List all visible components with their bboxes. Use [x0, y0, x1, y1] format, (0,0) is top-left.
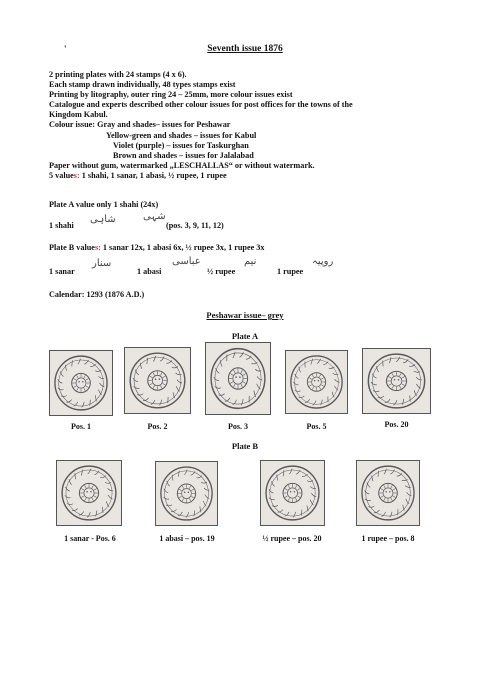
center-face [76, 378, 86, 388]
script-stroke [365, 499, 371, 501]
script-stroke [201, 482, 207, 483]
sun-ray [86, 386, 89, 388]
script-stroke [283, 470, 284, 476]
script-stroke [233, 352, 235, 358]
calendar-line: Calendar: 1293 (1876 A.D.) [49, 290, 145, 299]
sun-ray [191, 496, 194, 498]
sun-ray [380, 496, 383, 498]
sun-ray [160, 386, 162, 389]
script-stroke [60, 371, 63, 376]
sun-ray [73, 386, 76, 388]
stamp-design [357, 461, 419, 525]
plate-a-heading: Plate A [231, 331, 259, 341]
script-stroke [285, 512, 289, 516]
sun-ray [179, 489, 182, 491]
sun-ray [309, 378, 312, 380]
sun-ray [402, 384, 405, 386]
value-sanar: 1 sanar [49, 267, 75, 276]
script-stroke [302, 474, 308, 476]
script-stroke [335, 379, 340, 382]
face-eye [184, 491, 185, 493]
sun-ray [321, 385, 324, 387]
intro-line: Paper without gum, watermarked „LESCHALLAS“ or without watermark. [49, 160, 315, 170]
sun-ray [153, 373, 155, 376]
center-face [84, 488, 94, 498]
stamp-design [286, 351, 347, 413]
sun-ray [312, 374, 314, 377]
sun-ray [391, 485, 393, 488]
face-eye [239, 376, 241, 378]
script-sanar: سنار [92, 258, 112, 269]
intro-line: Catalogue and experts described other colour issues for post offices for the towns of the [49, 100, 353, 110]
script-stroke [397, 473, 402, 476]
sun-ray [321, 378, 324, 380]
script-stroke [225, 398, 230, 401]
sun-ray [85, 498, 87, 501]
sun-ray [295, 498, 297, 501]
sun-ray [85, 485, 87, 488]
sun-ray [153, 386, 155, 389]
value-half-rupee: ½ rupee [207, 267, 236, 276]
script-stroke [320, 400, 322, 406]
script-stroke [79, 511, 84, 515]
script-stroke [289, 469, 292, 474]
script-stroke [87, 512, 90, 517]
sun-ray [393, 496, 396, 498]
sun-ray [81, 496, 84, 498]
script-stroke [323, 362, 328, 365]
script-stroke [405, 486, 411, 488]
script-stroke [402, 399, 404, 405]
script-stroke [184, 470, 187, 475]
caption-abasi: 1 abasi – pos. 19 [159, 534, 215, 543]
sun-ray [234, 384, 236, 387]
script-stroke [414, 371, 420, 372]
caption-pos-1: Pos. 1 [71, 422, 91, 431]
inner-ring [270, 470, 315, 516]
stamp-half-rupee-pos-20 [260, 460, 325, 526]
script-stroke [310, 487, 316, 489]
script-stroke [166, 505, 172, 506]
script-stroke [164, 497, 169, 499]
face-eye [86, 491, 88, 493]
outer-ring [362, 466, 414, 520]
outer-ring [62, 466, 116, 520]
sun-ray [309, 385, 312, 387]
stamp-pos-20 [362, 348, 431, 414]
sun-ray [288, 498, 290, 501]
script-rupee: روپیہ [312, 256, 334, 267]
sun-ray [384, 485, 386, 488]
stamp-design [206, 343, 270, 414]
sun-ray [191, 489, 194, 491]
script-stroke [390, 512, 392, 518]
script-stroke [106, 501, 109, 506]
script-stroke [98, 390, 101, 395]
outer-ring [130, 353, 185, 408]
face-eye [188, 491, 189, 493]
script-stroke [61, 395, 67, 396]
sun-ray [150, 383, 153, 385]
sun-ray [297, 489, 300, 491]
caption-pos-20: Pos. 20 [384, 420, 409, 429]
script-stroke [393, 400, 397, 405]
sun-ray [189, 498, 191, 501]
sun-ray [400, 373, 402, 376]
script-shahi-2: شہی [143, 211, 166, 222]
script-stroke [272, 481, 275, 486]
script-stroke [407, 492, 412, 495]
script-stroke [133, 378, 138, 381]
script-stroke [134, 387, 140, 389]
sun-ray [380, 489, 383, 491]
plate-b-heading: Plate B [231, 441, 259, 451]
sun-ray [182, 486, 184, 489]
sun-ray [243, 374, 246, 376]
script-stroke [333, 373, 339, 374]
sun-ray [393, 489, 396, 491]
sun-ray [241, 370, 243, 373]
sun-ray [234, 370, 236, 373]
sun-ray [285, 489, 288, 491]
outer-ring [368, 354, 424, 408]
inner-ring [215, 353, 261, 404]
stamp-pos-2 [124, 347, 191, 414]
script-stroke [153, 356, 156, 362]
caption-sanar: 1 sanar - Pos. 6 [64, 534, 116, 543]
script-stroke [69, 479, 72, 484]
script-stroke [73, 402, 77, 406]
script-stroke [329, 367, 335, 369]
sun-ray [92, 498, 94, 501]
center-face [312, 377, 322, 387]
face-eye [159, 378, 161, 380]
stamp-design [261, 461, 324, 525]
face-eye [78, 381, 79, 383]
face-eye [294, 491, 296, 493]
center-face [152, 375, 162, 385]
script-stroke [178, 512, 182, 516]
sun-ray [392, 386, 394, 389]
script-stroke [177, 380, 182, 383]
face-eye [155, 378, 157, 380]
center-face [391, 376, 402, 386]
sun-ray [402, 377, 405, 379]
outer-ring [291, 356, 342, 408]
stray-mark: ' [64, 44, 67, 54]
sun-ray [84, 388, 86, 391]
sun-ray [230, 374, 233, 376]
caption-pos-3: Pos. 3 [228, 422, 248, 431]
sun-ray [288, 485, 290, 488]
script-abasi: عباسی [172, 256, 201, 267]
sun-ray [81, 489, 84, 491]
sun-ray [243, 382, 246, 384]
script-stroke [88, 469, 91, 474]
intro-line: Brown and shades – issues for Jalalabad [113, 150, 254, 160]
sun-ray [163, 383, 166, 385]
script-stroke [416, 377, 422, 380]
stamp-pos-3 [205, 342, 271, 415]
stamp-sanar-pos-6 [56, 460, 122, 526]
script-stroke [246, 356, 251, 359]
sun-ray [319, 374, 321, 377]
sun-ray [384, 498, 386, 501]
sun-ray [77, 375, 79, 378]
intro-line: Violet (purple) – issues for Taskurghan [113, 140, 249, 150]
script-stroke [371, 382, 377, 385]
center-face [233, 373, 243, 384]
script-stroke [95, 511, 96, 517]
sun-ray [163, 376, 166, 378]
sun-ray [285, 496, 288, 498]
sun-ray [73, 379, 76, 381]
plate-b-title: Plate B values: 1 sanar 12x, 1 abasi 6x, ½ rupee 3x, 1 rupee 3x [49, 243, 265, 252]
sun-ray [388, 384, 391, 386]
script-stroke [194, 510, 195, 516]
sun-ray [241, 384, 243, 387]
intro-line: Colour issue: Gray and shades– issues for Peshawar [49, 120, 231, 130]
sun-ray [189, 486, 191, 489]
intro-line: Kingdom Kabul. [49, 110, 108, 120]
script-stroke [310, 500, 313, 505]
script-stroke [82, 402, 85, 407]
script-stroke [105, 482, 111, 483]
center-face [287, 488, 297, 498]
script-stroke [269, 498, 275, 500]
sun-ray [295, 485, 297, 488]
page-title: Seventh issue 1876 [207, 44, 283, 54]
script-stroke [100, 476, 106, 478]
stamp-rupee-pos-8 [356, 460, 420, 526]
sun-ray [388, 377, 391, 379]
script-stroke [58, 379, 63, 383]
caption-half-rupee: ½ rupee – pos. 20 [262, 534, 322, 543]
script-stroke [305, 399, 310, 402]
stamp-design [57, 461, 121, 525]
face-eye [290, 491, 292, 493]
script-stroke [159, 400, 162, 406]
sun-ray [94, 489, 97, 491]
script-stroke [385, 399, 390, 402]
script-stroke [90, 364, 95, 366]
value-abasi: 1 abasi [137, 267, 162, 276]
sun-ray [86, 379, 89, 381]
script-stroke [90, 400, 91, 406]
value-rupee: 1 rupee [277, 267, 304, 276]
stamp-design [125, 348, 190, 413]
script-stroke [384, 469, 386, 475]
script-stroke [58, 388, 64, 390]
center-face [182, 488, 192, 498]
face-eye [314, 380, 315, 381]
outer-ring [161, 467, 212, 520]
intro-line: Yellow-green and shades – issues for Kabul [106, 130, 257, 140]
sun-ray [77, 388, 79, 391]
script-stroke [72, 360, 73, 366]
script-stroke [203, 501, 206, 506]
face-eye [318, 380, 319, 381]
sun-ray [400, 386, 402, 389]
plate-a-title: Plate A value only 1 shahi (24x) [49, 200, 159, 209]
outer-ring [211, 349, 265, 409]
face-eye [394, 379, 396, 381]
stamp-design [363, 349, 430, 413]
script-stroke [373, 390, 379, 391]
sun-ray [84, 375, 86, 378]
sun-ray [392, 373, 394, 376]
script-stroke [311, 359, 313, 365]
intro-text [49, 70, 469, 181]
intro-line: 2 printing plates with 24 stamps (4 x 6). [49, 70, 187, 79]
script-stroke [301, 510, 302, 516]
script-stroke [65, 495, 71, 498]
script-shahi-1: شاہی [90, 214, 116, 225]
caption-pos-5: Pos. 5 [306, 422, 327, 431]
face-eye [90, 491, 92, 493]
script-stroke [137, 394, 143, 395]
sun-ray [319, 387, 321, 390]
inner-ring [372, 358, 420, 404]
script-stroke [257, 376, 262, 379]
face-eye [82, 381, 83, 383]
outer-ring [55, 356, 107, 410]
stamp-pos-1 [49, 350, 113, 416]
script-half-rupee: نیم [244, 256, 257, 267]
sun-ray [297, 496, 300, 498]
script-stroke [78, 359, 81, 364]
outer-ring [266, 466, 319, 520]
intro-line: 5 values: 1 shahi, 1 sanar, 1 abasi, ½ rupee, 1 rupee [49, 170, 227, 180]
script-stroke [389, 357, 391, 363]
script-stroke [178, 471, 179, 477]
stamp-design [156, 462, 217, 525]
intro-line: Each stamp drawn individually, 48 types stamps exist [49, 80, 236, 90]
sun-ray [230, 382, 233, 384]
script-stroke [108, 488, 114, 490]
face-eye [385, 491, 386, 493]
sun-ray [391, 498, 393, 501]
sun-ray [179, 496, 182, 498]
script-stroke [255, 369, 261, 371]
sun-ray [94, 496, 97, 498]
script-stroke [295, 390, 301, 391]
script-stroke [293, 382, 298, 385]
face-eye [389, 491, 390, 493]
caption-pos-2: Pos. 2 [147, 422, 168, 431]
script-stroke [293, 512, 296, 517]
stamp-pos-5 [285, 350, 348, 414]
face-eye [398, 379, 400, 381]
script-stroke [100, 383, 105, 387]
sun-ray [160, 373, 162, 376]
script-stroke [368, 506, 374, 507]
script-stroke [166, 360, 172, 363]
script-stroke [176, 373, 182, 375]
sun-ray [92, 485, 94, 488]
inner-ring [165, 471, 209, 516]
face-eye [235, 376, 237, 378]
script-stroke [81, 470, 82, 476]
sun-ray [150, 376, 153, 378]
script-stroke [409, 365, 415, 367]
intro-line: Printing by litography, outer ring 24 – 25mm, more colour issues exist [49, 90, 293, 100]
caption-rupee: 1 rupee – pos. 8 [361, 534, 415, 543]
sun-ray [182, 498, 184, 501]
script-stroke [186, 512, 189, 517]
center-face [383, 488, 393, 498]
script-stroke [67, 503, 73, 504]
script-stroke [98, 376, 104, 378]
script-stroke [396, 357, 400, 362]
stamp-abasi-pos-19 [155, 461, 218, 526]
script-stroke [197, 476, 202, 478]
stamp-design [50, 351, 112, 415]
script-stroke [204, 488, 209, 490]
section-title: Peshawar issue– grey [206, 310, 284, 320]
script-stroke [365, 490, 370, 493]
script-stroke [214, 377, 219, 381]
sun-ray [312, 387, 314, 390]
script-stroke [241, 399, 243, 405]
script-stroke [215, 386, 221, 388]
plate-a-value: 1 shahi [49, 221, 74, 230]
script-stroke [272, 505, 278, 506]
plate-a-positions: (pos. 3, 9, 11, 12) [166, 221, 224, 230]
script-stroke [167, 481, 170, 486]
